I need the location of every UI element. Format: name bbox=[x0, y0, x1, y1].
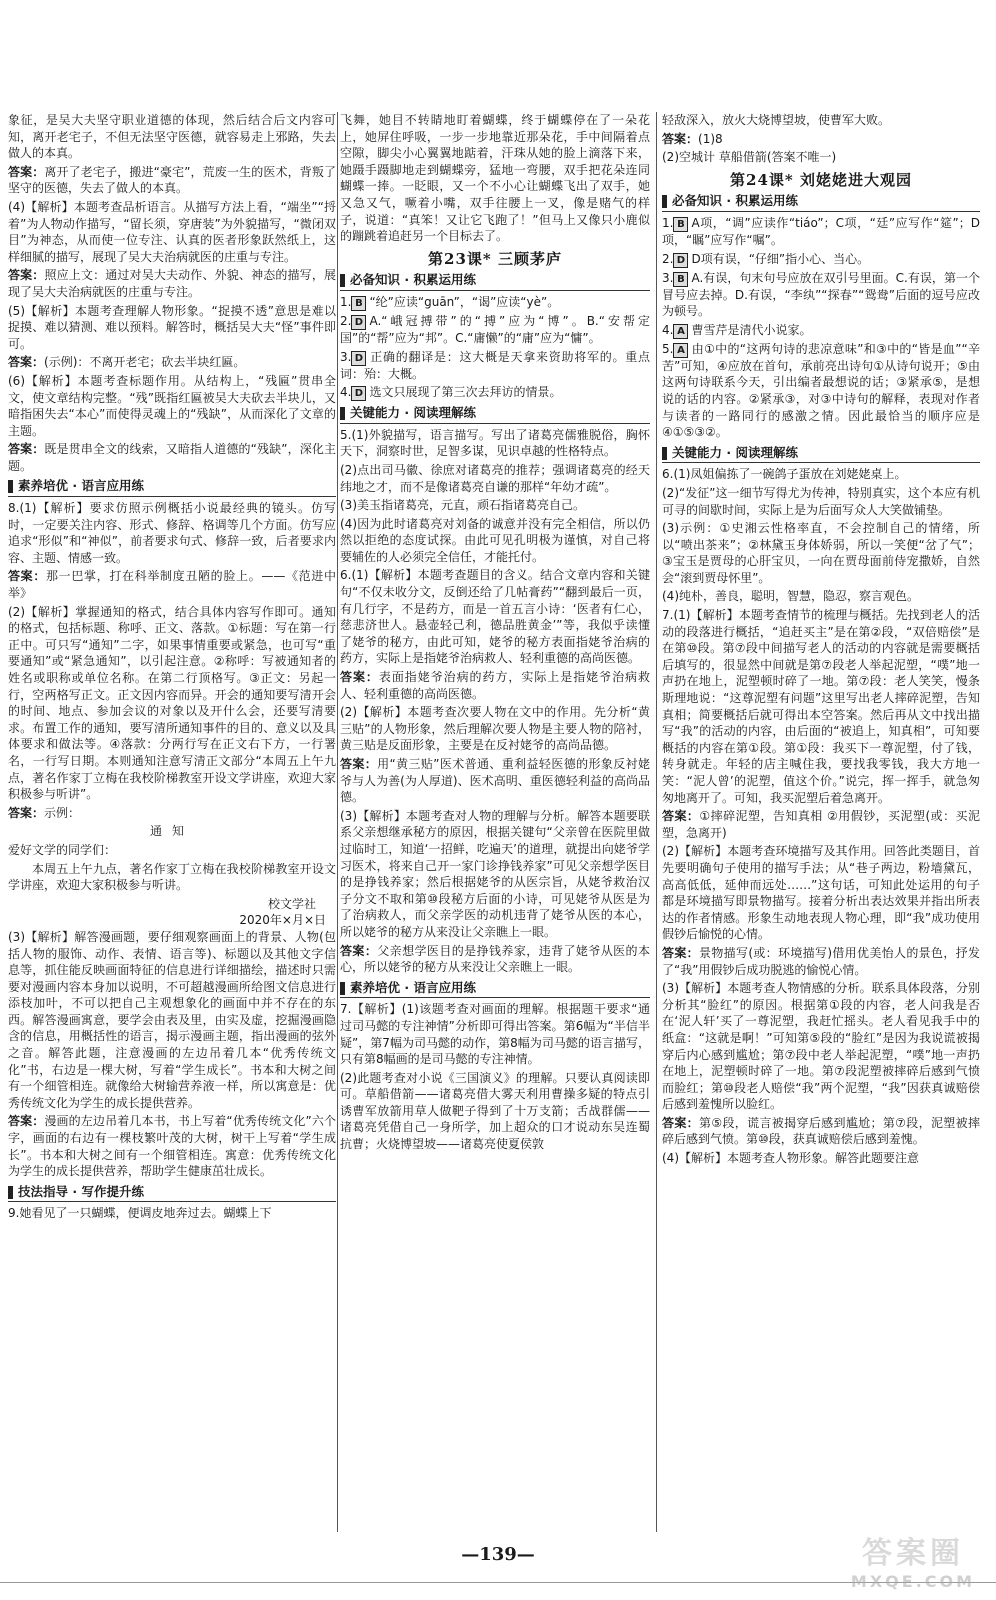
section-marker-icon bbox=[662, 447, 667, 460]
question-5: 5. A 由①中的“这两句诗的悲凉意味”和③中的“皆是血”“辛苦”可知，④应放在首句，承前亮出诗句①从诗句说开；⑤由这两句诗联系今天，引出编者最想说的话；③紧承⑤，是想说的话的内容。②紧承③，对③中诗句的解释，表现对作者与读者的一路同行的感激之情。因此最恰当的顺序应是④①⑤③②。 bbox=[662, 341, 980, 440]
watermark-text: 答案圈 bbox=[862, 1536, 964, 1571]
section-header: 技法指导 · 写作提升练 bbox=[8, 1184, 336, 1203]
answer-paragraph: 答案：第⑤段，谎言被揭穿后感到尴尬；第⑦段，泥塑被摔碎后感到气愤。第⑩段，获真诚赔偿后感到羞愧。 bbox=[662, 1115, 980, 1147]
paragraph: (6)【解析】本题考查标题作用。从结构上，“残匾”贯串全文，使文章结构完整。“残”既指红匾被吴大夫砍去半块儿，又暗指困失去“本心”而使得灵魂上的“残缺”，从而深化了文章的主题。 bbox=[8, 373, 336, 438]
question-7-2: (2)【解析】本题考查环境描写及其作用。回答此类题目，首先要明确句子使用的描写手法；从“巷子两边，粉墙黛瓦，高高低低，延伸而远处……”这句话，可知此处运用的句子都是环境描写即景物描写。接着分析出表达效果并指出所表达的作者情感。形象生动地表现人物心理，即“我”成功使用假钞后愉悦的心情。 bbox=[662, 844, 980, 942]
answer-paragraph: 答案：用“黄三贴”医术普通、重利益轻医德的形象反衬姥爷与人为善(为人厚道)、医术高明、重医德轻利益的高尚品德。 bbox=[340, 757, 650, 805]
answer-choice-box: B bbox=[351, 296, 366, 311]
answer-paragraph: 答案：父亲想学医目的是挣钱养家，违背了姥爷从医的本心，所以姥爷的秘方从来没让父亲瞧上一眼。 bbox=[340, 943, 650, 975]
section-marker-icon bbox=[340, 407, 345, 420]
section-marker-icon bbox=[340, 274, 345, 287]
question-1: 1. B “纶”应读“guān”，“谒”应读“yè”。 bbox=[340, 294, 560, 309]
section-marker-icon bbox=[662, 195, 667, 208]
answer-paragraph: 答案：漫画的左边吊着几本书，书上写着“优秀传统文化”六个字，画面的右边有一棵枝繁叶茂的大树，树干上写着“学生成长”。书本和大树之间有一个细管相连。寓意：优秀传统文化为学生的成长提供营养，帮助学生健康茁壮成长。 bbox=[8, 1114, 336, 1179]
answer-choice-box: A bbox=[673, 343, 688, 358]
section-marker-icon bbox=[8, 480, 13, 493]
paragraph: (4)【解析】本题考查品析语言。从描写方法上看，“端坐”“捋着”为人物动作描写，“留长须，穿唐装”为外貌描写，“微闭双目”为神态，从而使一位专注、认真的医者形象跃然纸上，这样细腻的描写，展现了吴大夫治病就医的庄重与专注。 bbox=[8, 199, 336, 264]
section-marker-icon bbox=[340, 982, 345, 995]
question-7-3: (3)【解析】本题考查人物情感的分析。联系具体段落，分别分析其“脸红”的原因。根据第①段的内容，老人问我是否在‘泥人轩’买了一尊泥塑，我赶忙摇头。老人看见我手中的纸盒：“这就是啊！”可知第⑤段的“脸红”是因为我说谎被揭穿后内心感到尴尬；第⑦段中老人举起泥塑，“噗”地一声扔在地上，泥塑顿时碎了一地。第⑦段泥塑被摔碎后感到气愤而脸红；第⑩段老人赔偿“我”两个泥塑，“我”因获真诚赔偿后感到羞愧所以脸红。 bbox=[662, 981, 980, 1112]
answer-choice-box: D bbox=[673, 253, 688, 268]
section-marker-icon bbox=[8, 1186, 13, 1199]
question-4: 4. D 选文只展现了第三次去拜访的情景。 bbox=[340, 385, 562, 400]
column-left bbox=[8, 112, 336, 1532]
lesson-title: 第23课* 三顾茅庐 bbox=[428, 249, 562, 268]
question-7-1: 7.(1)【解析】本题考查情节的梳理与概括。先找到老人的活动的段落进行概括，“追赶买主”是在第②段，“双倍赔偿”是在第⑩段。第⑦段中间描写老人的活动的内容就是需要概括后填写的，很显然中间就是第⑦段老人举起泥塑，“噗”地一声扔在地上，泥塑顿时碎了一地。第⑦段：老人笑笑，慢条斯理地说：“这尊泥塑有问题”这里写出老人摔碎泥塑，告知真相；简要概括后就可得出本空答案。然后再从文中找出描写“我”的活动的内容，由后面的“被追上，知真相”，可知要概括的内容在第①段。第①段：我买下一尊泥塑，付了钱，转身就走。年轻的店主喊住我，要找我零钱，我大方地一笑：“泥人曾’的泥塑，值这个价。”说完，挥一挥手，就急匆匆地离开了。可知，我买泥塑后着急离开。 bbox=[662, 608, 980, 805]
answer-paragraph: 答案：那一巴掌，打在科举制度丑陋的脸上。——《范进中举》 bbox=[8, 569, 336, 601]
question-6-4: (4)纯朴，善良，聪明，智慧，隐忍，察言观色。 bbox=[662, 589, 919, 604]
answer-choice-box: A bbox=[673, 324, 688, 339]
paragraph: (2)空城计 草船借箭(答案不唯一) bbox=[662, 150, 837, 165]
question-5-4: (4)因为此时诸葛亮对刘备的诚意并没有完全相信，所以仍然以拒绝的态度试探。由此可见孔明极为谨慎，对自己将要辅佐的人必须完全信任，才能托付。 bbox=[340, 516, 650, 564]
notice-body: 本周五上午九点，著名作家丁立梅在我校阶梯教室开设文学讲座，欢迎大家积极参与听讲。 bbox=[8, 861, 336, 893]
answer-choice-box: B bbox=[673, 217, 688, 232]
answer-choice-box: B bbox=[673, 272, 688, 287]
question-6-3: (3)示例：①史湘云性格率直，不会控制自己的情绪，所以“喷出茶来”；②林黛玉身体娇弱，所以一笑便“岔了气”；③宝玉是贾母的心肝宝贝，一向在贾母面前侍宠撒娇，自然会“滚到贾母怀里”。 bbox=[662, 521, 980, 585]
question-8-3: (3)【解析】解答漫画题，要仔细观察画面上的背景、人物(包括人物的服饰、动作、表情、语言等)、标题以及其他文字信息等，抓住能反映画面特征的信息进行详细描绘，描述时只需要对漫画内容本身加以说明，不可超越漫画所给图文信息进行添枝加叶，不可以把自己主观想象化的画面中并不存在的东西。解答漫画寓意，要学会由表及里，由实及虚，挖掘漫画隐含的信息，用概括性的语言，揭示漫画主题，指出漫画的弦外之音。解答此题，注意漫画的左边吊着几本“优秀传统文化”书，右边是一棵大树，写着“学生成长”。书本和大树之间有一个细管相连。就像给大树输营养液一样，所以寓意是：优秀传统文化为学生的成长提供营养。 bbox=[8, 929, 336, 1110]
section-header: 素养培优 · 语言应用练 bbox=[340, 980, 650, 999]
notice-greeting: 爱好文学的同学们： bbox=[8, 842, 117, 857]
notice-signature: 校文学社 bbox=[267, 896, 316, 911]
section-header: 关键能力 · 阅读理解练 bbox=[340, 405, 650, 424]
question-6-3: (3)【解析】本题考查对人物的理解与分析。解答本题要联系父亲想继承秘方的原因，根据关键句“父亲曾在医院里做过临时工，知道‘一招鲜，吃遍天’的道理，就提出向姥爷学习医术，将来自己开一家门诊挣钱养家”可见父亲想学医目的是挣钱养家；然后根据姥爷的从医宗旨，从姥爷救治汉子分文不取和第⑩段秘方后面的小诗，可见姥爷从医是为了治病救人，而父亲学医的动机违背了姥爷从医的本心，所以姥爷的秘方从来没让父亲瞧上一眼。 bbox=[340, 808, 650, 939]
question-6-1: 6.(1)凤姐偏拣了一碗鸽子蛋放在刘姥姥桌上。 bbox=[662, 467, 907, 482]
question-2: 2. D D项有误，“仔细”指小心、当心。 bbox=[662, 251, 870, 266]
question-5-2: (2)点出司马徽、徐庶对诸葛亮的推荐；强调诸葛亮的经天纬地之才，而不是像诸葛亮自谦的那样“年幼才疏”。 bbox=[340, 462, 650, 494]
answer-paragraph: 答案：景物描写(或：环境描写)借用优美怡人的景色，抒发了“我”用假钞后成功脱逃的愉悦心情。 bbox=[662, 945, 980, 977]
answer-paragraph: 答案：(示例)：不离开老宅；砍去半块红匾。 bbox=[8, 355, 246, 370]
answer-choice-box: D bbox=[351, 315, 366, 330]
watermark-url: MXQE.COM bbox=[850, 1572, 976, 1591]
answer-paragraph: 答案：①摔碎泥塑，告知真相 ②用假钞，买泥塑(或：买泥塑，急离开) bbox=[662, 809, 980, 840]
question-6-1: 6.(1)【解析】本题考查题目的含义。结合文章内容和关键句“不仅未收分文，反倒还给了几帖膏药”“翻到最后一页，有几行字，不是药方，而是一首五言小诗：‘医者有仁心，慈悲济世人。悬壶轻己利，德品胜黄金’”等，我似乎读懂了姥爷的秘方，由此可知，姥爷的秘方表面指姥爷治病的药方，实际上是指姥爷治病救人、轻利重德的高尚医德。 bbox=[340, 568, 650, 666]
question-5-3: (3)美玉指诸葛亮，元直，顽石指诸葛亮自己。 bbox=[340, 498, 585, 513]
question-3: 3. B A.有误，句末句号应放在双引号里面。C.有误，第一个冒号应去掉。D.有误，“李纨”“探春”“鸳鸯”后面的逗号应改为顿号。 bbox=[662, 270, 980, 319]
lesson-title: 第24课* 刘姥姥进大观园 bbox=[730, 170, 912, 189]
section-header: 必备知识 · 积累运用练 bbox=[662, 193, 980, 212]
notice-title: 通知 bbox=[149, 824, 194, 839]
question-8-2: (2)【解析】掌握通知的格式，结合具体内容写作即可。通知的格式，包括标题、称呼、正文、落款。①标题：写在第一行正中。可只写“通知”二字，如果事情重要或紧急，也可写“重要通知”或“紧急通知”，以引起注意。②称呼：写被通知者的姓名或职称或单位名称。在第二行顶格写。③正文：另起一行，空两格写正文。正文因内容而异。开会的通知要写清开会的时间、地点、参加会议的对象以及开什么会，还要写清要求。布置工作的通知，要写清所通知事件的目的、意义以及具体要求和做法等。④落款：分两行写在正文右下方，一行署名，一行写日期。本则通知注意写清正文部分“本周五上午九点，著名作家丁立梅在我校阶梯教室开设文学讲座，欢迎大家积极参与听讲”。 bbox=[8, 604, 336, 802]
answer-paragraph: 答案：(1)8 bbox=[662, 131, 723, 146]
question-6-2: (2)“发征”这一细节写得尤为传神，特别真实，这个本应有机可寻的间歇时间，实际上是为后面写众人大笑做铺垫。 bbox=[662, 485, 980, 517]
paragraph: 飞舞，她目不转睛地盯着蝴蝶，终于蝴蝶停在了一朵花上，她屏住呼吸，一步一步地靠近那朵花，手中间隔着点空隙，脚尖小心翼翼地踮着，汗珠从她的脸上滴落下来，她蹑手蹑脚地走到蝴蝶旁，猛地一弯腰，双手把花朵连同蝴蝶一捧。一眨眼，又一个不小心让蝴蝶飞出了双手，她又急又气，噘着小嘴，双手往腰上一叉，像是赌气的样子，说道：“真笨！又让它飞跑了！”但马上又像只小鹿似的蹦跳着追赶另一个目标去了。 bbox=[340, 113, 650, 244]
answer-choice-box: D bbox=[351, 351, 366, 366]
question-7-2: (2)此题考查对小说《三国演义》的理解。只要认真阅读即可。草船借箭——诸葛亮借大雾天利用曹操多疑的特点引诱曹军放箭用草人做靶子得到了十万支箭；舌战群儒——诸葛亮凭借自己一身所学，加上超众的口才说动东吴连蜀抗曹；火烧博望坡——诸葛亮使夏侯敦 bbox=[340, 1070, 650, 1152]
answer-paragraph: 答案：离开了老宅子，搬进“豪宅”，荒废一生的医术，背叛了坚守的医德，失去了做人的本真。 bbox=[8, 164, 336, 196]
notice-date: 2020年×月×日 bbox=[239, 913, 326, 928]
watermark-logo bbox=[838, 1528, 988, 1594]
answer-paragraph: 答案：照应上文：通过对吴大夫动作、外貌、神态的描写，展现了吴大夫治病就医的庄重与专注。 bbox=[8, 268, 336, 299]
section-header: 必备知识 · 积累运用练 bbox=[340, 272, 650, 291]
page-number: —139— bbox=[461, 1544, 535, 1565]
question-1: 1. B A项，“调”应读作“tiáo”；C项，“廷”应写作“筵”；D项，“瞩”应写作“嘱”。 bbox=[662, 215, 980, 247]
answer-paragraph: 答案：示例： bbox=[8, 805, 81, 820]
question-3: 3. D 正确的翻译是：这大概是天拿来资助将军的。重点词：殆：大概。 bbox=[340, 349, 650, 381]
section-header: 素养培优 · 语言应用练 bbox=[8, 478, 336, 497]
question-7-1: 7.【解析】(1)该题考查对画面的理解。根据题干要求“通过司马懿的专注神情”分析即可得出答案。第6幅为“半信半疑”，第7幅为司马懿的动作，第8幅为司马懿的语言描写，只有第8幅画的是司马懿的专注神情。 bbox=[340, 1002, 650, 1067]
answer-paragraph: 答案：既是贯串全文的线索，又暗指人道德的“残缺”，深化主题。 bbox=[8, 442, 336, 473]
paragraph: 象征，是吴大夫坚守职业道德的体现，然后结合后文内容可知，离开老宅子，不但无法坚守医德，就容易走上邪路，失去做人的本真。 bbox=[8, 113, 336, 161]
column-middle bbox=[340, 112, 650, 1532]
column-divider bbox=[337, 112, 338, 1532]
question-9: 9.她看见了一只蝴蝶，便调皮地奔过去。蝴蝶上下 bbox=[8, 1206, 272, 1221]
question-7-4: (4)【解析】本题考查人物形象。解答此题要注意 bbox=[662, 1151, 919, 1166]
paragraph: (5)【解析】本题考查理解人物形象。“捉摸不透”意思是难以捉摸、难以猜测、难以预料。解答时，概括吴大夫“怪”事件即可。 bbox=[8, 303, 336, 351]
column-right bbox=[662, 112, 980, 1532]
question-5-1: 5.(1)外貌描写，语言描写。写出了诸葛亮儒雅脱俗，胸怀天下，洞察时世，足智多谋，见识卓越的性格特点。 bbox=[340, 427, 650, 459]
paragraph: 轻敌深入，放火大烧博望坡，使曹军大败。 bbox=[662, 113, 891, 127]
question-8-1: 8.(1)【解析】要求仿照示例概括小说最经典的镜头。仿写时，一定要关注内容、形式、修辞、格调等几个方面。仿写应追求“形似”和“神似”，前者要求句式、修辞一致，后者要求内容、主题、情感一致。 bbox=[8, 501, 336, 565]
question-6-2: (2)【解析】本题考查次要人物在文中的作用。先分析“黄三贴”的人物形象，然后理解次要人物是主要人物的陪衬，黄三贴是反面形象，主要是在反衬姥爷的高尚品德。 bbox=[340, 705, 650, 753]
section-header: 关键能力 · 阅读理解练 bbox=[662, 445, 980, 464]
answer-paragraph: 答案：表面指姥爷治病的药方，实际上是指姥爷治病救人、轻利重德的高尚医德。 bbox=[340, 670, 650, 701]
question-4: 4. A 曹雪芹是清代小说家。 bbox=[662, 322, 812, 337]
column-divider bbox=[656, 112, 657, 1532]
answer-choice-box: D bbox=[351, 386, 366, 401]
question-2: 2. D A.“峨冠搏带”的“搏”应为“博”。B.“安帮定国”的“帮”应为“邦”。C.“庸懒”的“庸”应为“慵”。 bbox=[340, 313, 650, 345]
